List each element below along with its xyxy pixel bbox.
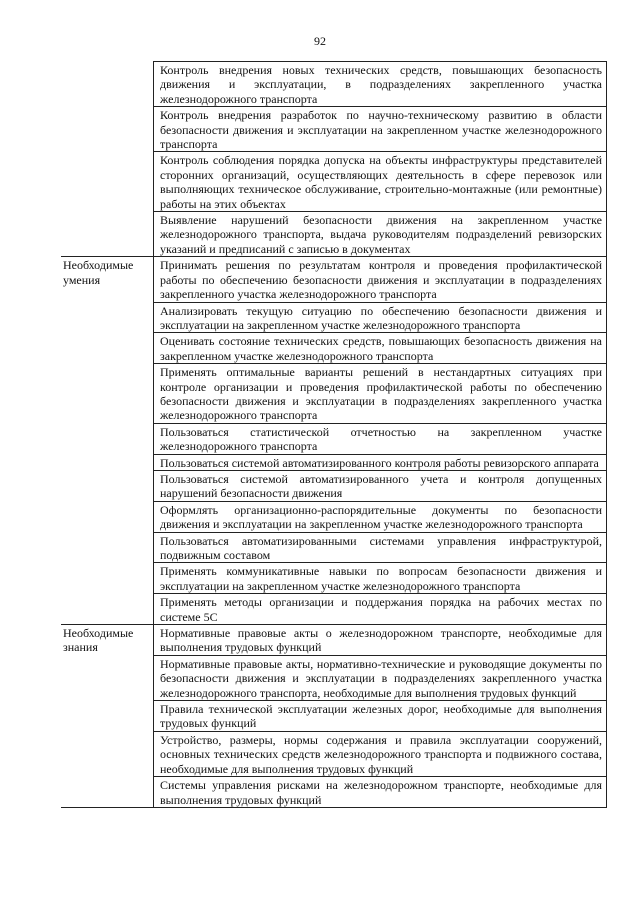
page-number: 92 xyxy=(314,34,326,48)
section-label-skills: Необходимые умения xyxy=(61,257,154,302)
row-label xyxy=(61,454,154,470)
row-text: Контроль внедрения разработок по научно-техническому развитию в области безопасности движения и эксплуатации на закрепленном участке железнодорожного транспорта xyxy=(154,107,607,152)
row-label xyxy=(61,152,154,212)
row-text: Оценивать состояние технических средств, повышающих безопасность движения на закрепленном участке железнодорожного транспорта xyxy=(154,333,607,364)
row-text: Пользоваться автоматизированными системами управления инфраструктурой, подвижным составом xyxy=(154,532,607,563)
table-row xyxy=(61,62,607,107)
table-row xyxy=(61,777,607,808)
row-text: Системы управления рисками на железнодорожном транспорте, необходимые для выполнения трудовых функций xyxy=(154,777,607,808)
row-label xyxy=(61,532,154,563)
table-row xyxy=(61,333,607,364)
row-text: Нормативные правовые акты о железнодорожном транспорте, необходимые для выполнения трудовых функций xyxy=(154,625,607,656)
row-label xyxy=(61,107,154,152)
table-row xyxy=(61,470,607,501)
row-text: Пользоваться системой автоматизированного контроля работы ревизорского аппарата xyxy=(154,454,607,470)
table-row xyxy=(61,625,607,656)
row-text: Анализировать текущую ситуацию по обеспечению безопасности движения и эксплуатации на закрепленном участке железнодорожного транспорта xyxy=(154,302,607,333)
table-row xyxy=(61,501,607,532)
row-label xyxy=(61,302,154,333)
row-label xyxy=(61,563,154,594)
row-text: Оформлять организационно-распорядительные документы по безопасности движения и эксплуатации на закрепленном участке железнодорожного транспорта xyxy=(154,501,607,532)
row-label xyxy=(61,701,154,732)
row-text: Нормативные правовые акты, нормативно-технические и руководящие документы по безопасности движения и эксплуатации в подразделениях закрепленного участка железнодорожного транспорта, необходимые для выполнения трудовых функций xyxy=(154,655,607,700)
table-row xyxy=(61,594,607,625)
table-row xyxy=(61,212,607,257)
row-label xyxy=(61,655,154,700)
row-label xyxy=(61,594,154,625)
table-row xyxy=(61,257,607,302)
row-text: Выявление нарушений безопасности движения на закрепленном участке железнодорожного транспорта, выдача руководителям подразделений ревизорских указаний и предписаний с записью в документах xyxy=(154,212,607,257)
table-row xyxy=(61,731,607,776)
requirements-table xyxy=(61,61,607,808)
row-text: Правила технической эксплуатации железных дорог, необходимые для выполнения трудовых функций xyxy=(154,701,607,732)
table-row xyxy=(61,655,607,700)
row-label xyxy=(61,62,154,107)
row-label xyxy=(61,777,154,808)
row-label xyxy=(61,212,154,257)
row-text: Контроль соблюдения порядка допуска на объекты инфраструктуры представителей сторонних организаций, осуществляющих деятельность в сфере перевозок или выполняющих техническое обслуживание, строительно-монтажные (или ремонтные) работы на этих объектах xyxy=(154,152,607,212)
table-row xyxy=(61,563,607,594)
section-label-knowledge: Необходимые знания xyxy=(61,625,154,656)
table-row xyxy=(61,302,607,333)
row-text: Устройство, размеры, нормы содержания и правила эксплуатации сооружений, основных технических средств железнодорожного транспорта и подвижного состава, необходимые для выполнения трудовых функций xyxy=(154,731,607,776)
row-label xyxy=(61,364,154,424)
row-label xyxy=(61,423,154,454)
row-text: Принимать решения по результатам контроля и проведения профилактической работы по обеспечению безопасности движения и эксплуатации в подразделениях закрепленного участка железнодорожного транспорта xyxy=(154,257,607,302)
row-label xyxy=(61,470,154,501)
row-text: Пользоваться статистической отчетностью на закрепленном участке железнодорожного транспорта xyxy=(154,423,607,454)
row-text: Пользоваться системой автоматизированного учета и контроля допущенных нарушений безопасности движения xyxy=(154,470,607,501)
table-row xyxy=(61,107,607,152)
table-row xyxy=(61,532,607,563)
table-row xyxy=(61,454,607,470)
row-text: Применять методы организации и поддержания порядка на рабочих местах по системе 5С xyxy=(154,594,607,625)
table-row xyxy=(61,364,607,424)
row-text: Контроль внедрения новых технических средств, повышающих безопасность движения и эксплуатации, в подразделениях закрепленного участка железнодорожного транспорта xyxy=(154,62,607,107)
row-label xyxy=(61,333,154,364)
row-text: Применять оптимальные варианты решений в нестандартных ситуациях при контроле организации и проведения профилактической работы по обеспечению безопасности движения и эксплуатации в подразделениях закрепленного участка железнодорожного транспорта xyxy=(154,364,607,424)
row-label xyxy=(61,501,154,532)
table-row xyxy=(61,423,607,454)
table-row xyxy=(61,701,607,732)
table-row xyxy=(61,152,607,212)
row-label xyxy=(61,731,154,776)
row-text: Применять коммуникативные навыки по вопросам безопасности движения и эксплуатации на закрепленном участке железнодорожного транспорта xyxy=(154,563,607,594)
